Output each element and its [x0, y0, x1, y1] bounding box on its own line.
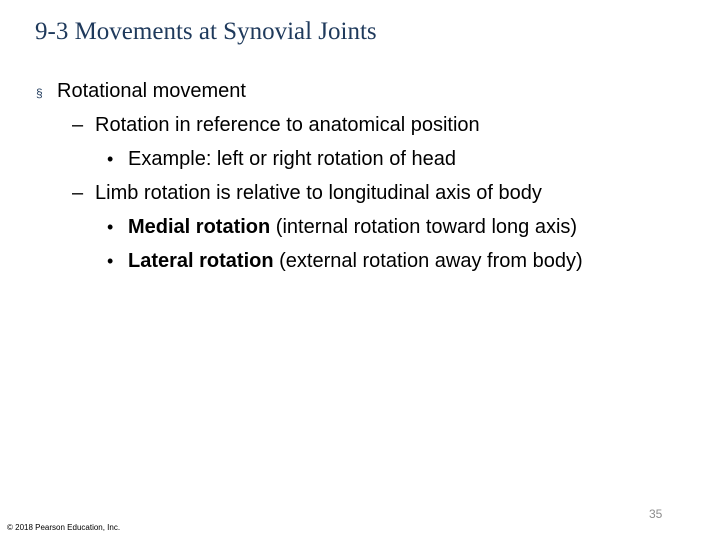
bullet-text: Rotation in reference to anatomical position: [95, 114, 480, 136]
dash-bullet-icon: –: [72, 182, 84, 204]
bullet-level3: [36, 210, 706, 244]
bullet-text: (internal rotation toward long axis): [270, 216, 578, 238]
copyright-notice: © 2018 Pearson Education, Inc.: [7, 523, 121, 532]
bullet-term: Medial rotation: [128, 216, 271, 238]
bullet-level2: [36, 108, 706, 142]
page-number: 35: [649, 507, 663, 521]
slide-title: 9-3 Movements at Synovial Joints: [35, 18, 377, 45]
bullet-level3: [36, 244, 706, 278]
bullet-term: Lateral rotation: [128, 250, 274, 272]
bullet-text: Limb rotation is relative to longitudinal axis of body: [95, 182, 542, 204]
bullet-text: (external rotation away from body): [273, 250, 583, 272]
bullet-text: Rotational movement: [57, 80, 246, 102]
bullet-text: Example: left or right rotation of head: [128, 148, 456, 170]
bullet-level3: [36, 142, 706, 176]
dot-bullet-icon: •: [107, 149, 114, 169]
dash-bullet-icon: –: [72, 114, 84, 136]
dot-bullet-icon: •: [107, 217, 114, 237]
bullet-level1: [36, 74, 706, 108]
dot-bullet-icon: •: [107, 251, 114, 271]
bullet-list: [36, 74, 706, 278]
bullet-level2: [36, 176, 706, 210]
square-bullet-icon: §: [36, 86, 43, 100]
